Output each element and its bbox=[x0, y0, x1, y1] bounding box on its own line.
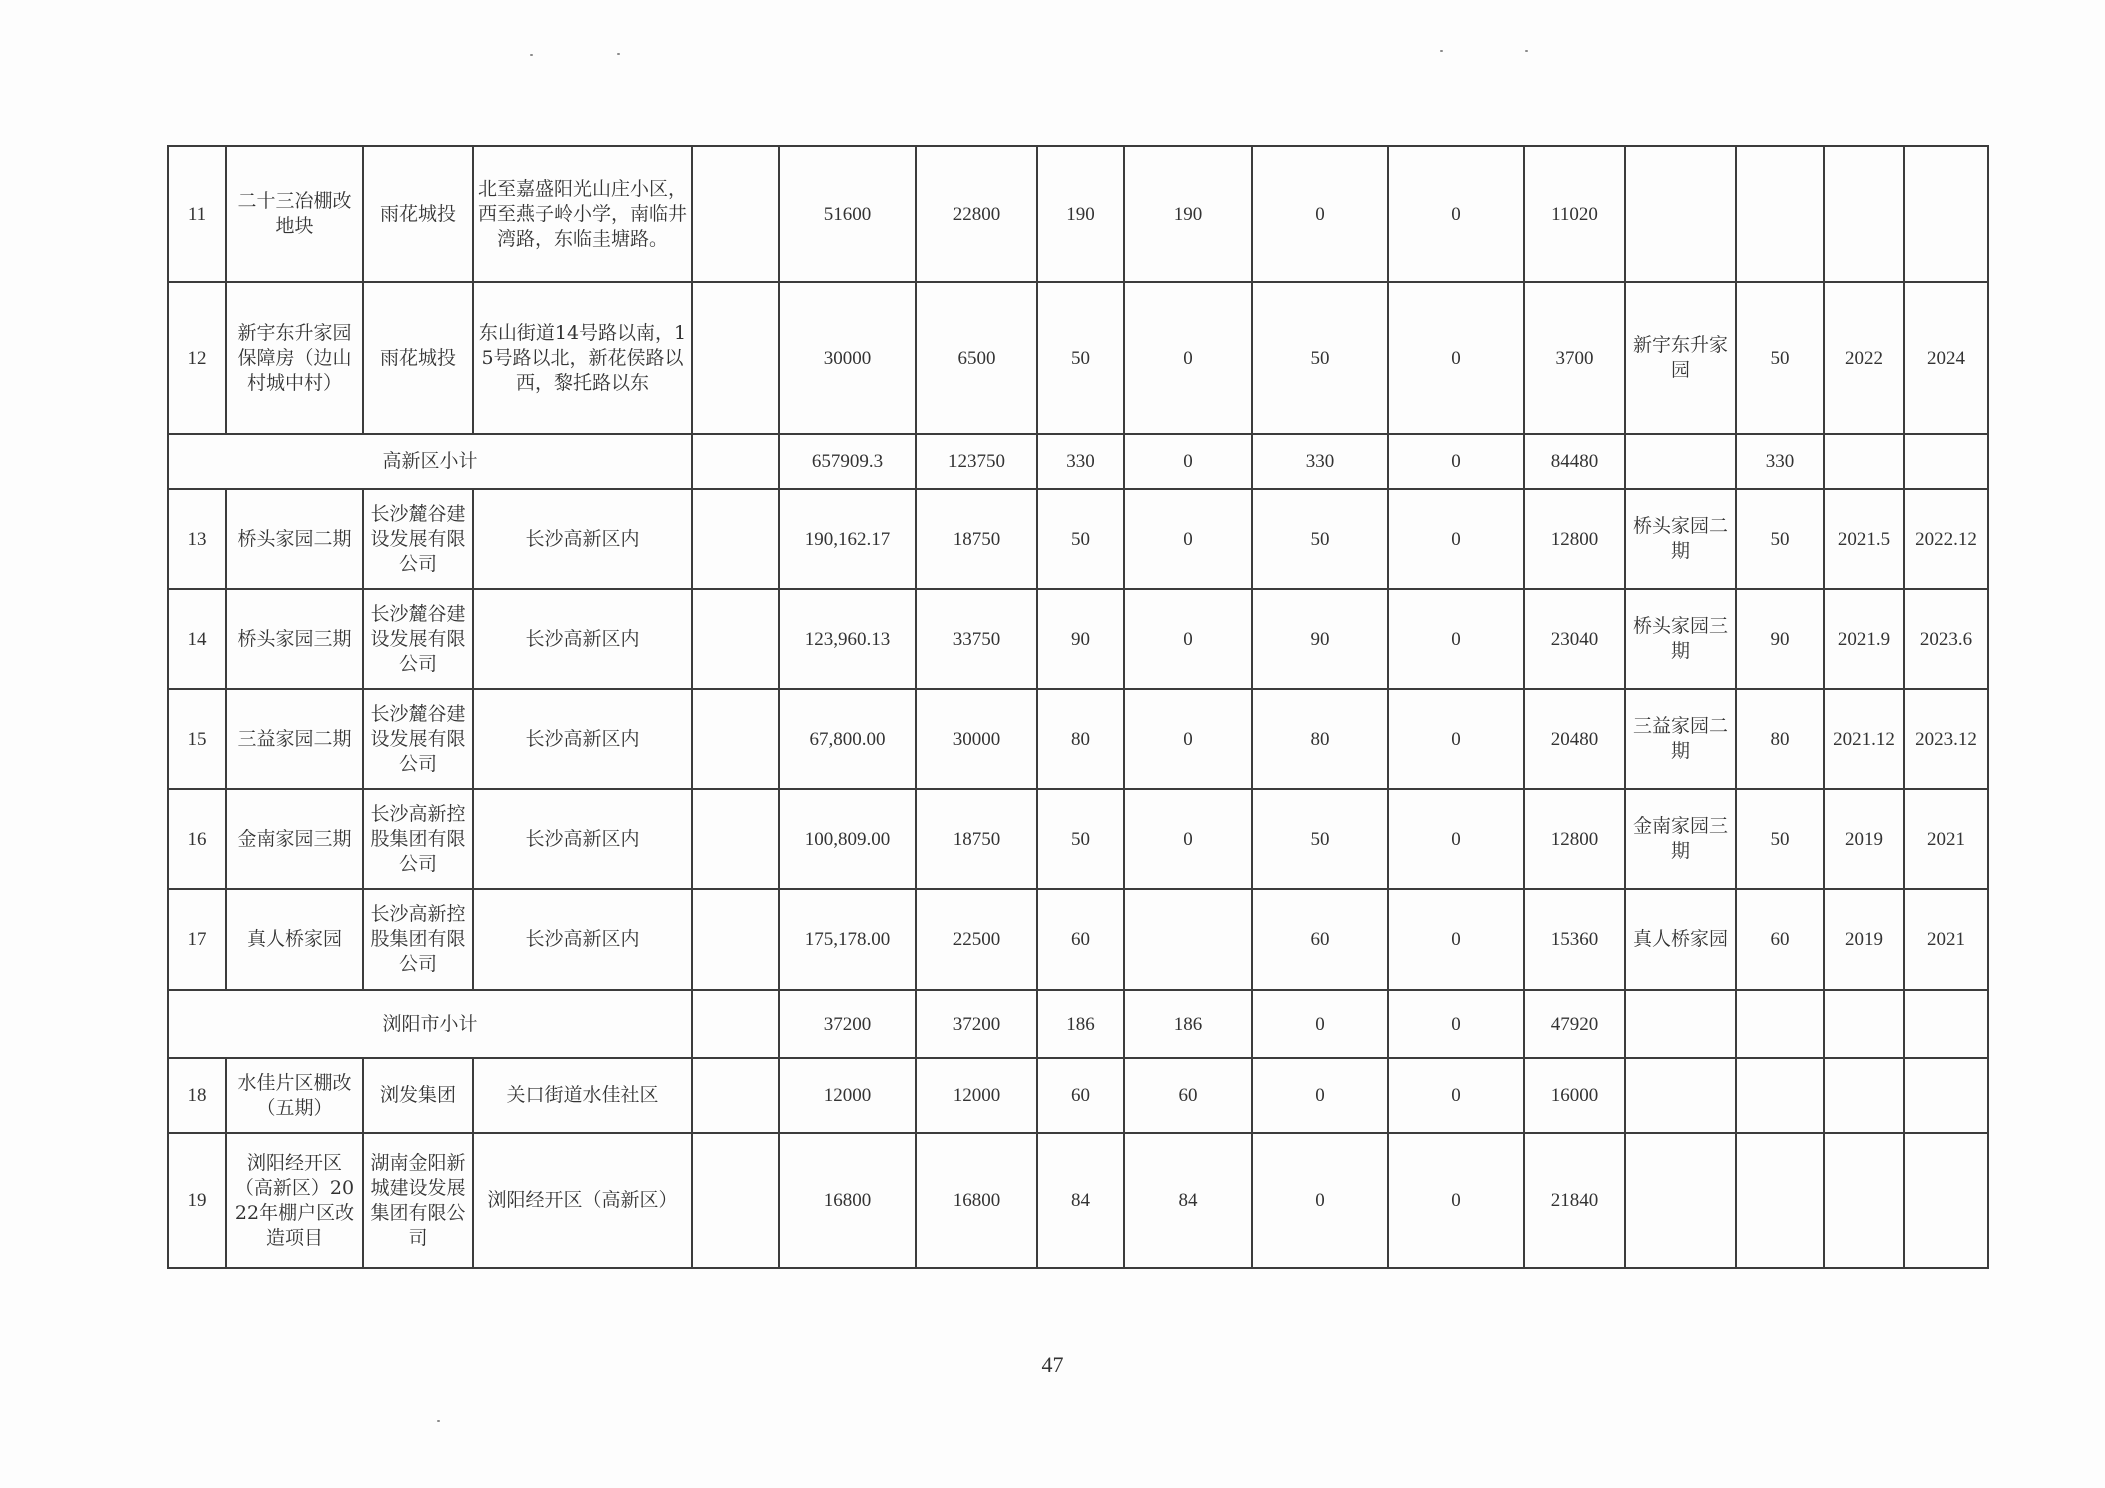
area-cell: 657909.3 bbox=[779, 434, 916, 489]
scan-speck bbox=[1525, 50, 1528, 52]
other-count-cell: 0 bbox=[1388, 282, 1524, 434]
blank-cell bbox=[692, 689, 779, 789]
amount-cell: 16000 bbox=[1524, 1058, 1625, 1133]
implementing-unit-cell: 长沙高新控股集团有限公司 bbox=[363, 889, 473, 990]
monetary-count-cell: 60 bbox=[1124, 1058, 1252, 1133]
monetary-count-cell: 0 bbox=[1124, 689, 1252, 789]
resettlement-project-cell bbox=[1625, 1133, 1736, 1268]
resettlement-units-cell bbox=[1736, 146, 1824, 282]
resettlement-project-cell: 新宇东升家园 bbox=[1625, 282, 1736, 434]
resettlement-project-cell bbox=[1625, 990, 1736, 1058]
amount-cell: 47920 bbox=[1524, 990, 1625, 1058]
amount-cell: 3700 bbox=[1524, 282, 1625, 434]
physical-count-cell: 330 bbox=[1252, 434, 1388, 489]
table-row bbox=[168, 689, 1988, 789]
physical-count-cell: 0 bbox=[1252, 990, 1388, 1058]
monetary-count-cell bbox=[1124, 889, 1252, 990]
scan-speck bbox=[437, 1420, 440, 1422]
blank-cell bbox=[692, 146, 779, 282]
other-count-cell: 0 bbox=[1388, 889, 1524, 990]
blank-cell bbox=[692, 282, 779, 434]
table-row bbox=[168, 489, 1988, 589]
investment-cell: 6500 bbox=[916, 282, 1037, 434]
physical-count-cell: 90 bbox=[1252, 589, 1388, 689]
monetary-count-cell: 0 bbox=[1124, 489, 1252, 589]
other-count-cell: 0 bbox=[1388, 1058, 1524, 1133]
row-number-cell: 15 bbox=[168, 689, 226, 789]
location-cell: 长沙高新区内 bbox=[473, 789, 692, 889]
scan-speck bbox=[530, 54, 533, 56]
physical-count-cell: 80 bbox=[1252, 689, 1388, 789]
subtotal-row bbox=[168, 990, 1988, 1058]
area-cell: 190,162.17 bbox=[779, 489, 916, 589]
start-date-cell: 2022 bbox=[1824, 282, 1904, 434]
start-date-cell bbox=[1824, 990, 1904, 1058]
households-cell: 80 bbox=[1037, 689, 1124, 789]
blank-cell bbox=[692, 1133, 779, 1268]
monetary-count-cell: 190 bbox=[1124, 146, 1252, 282]
implementing-unit-cell: 雨花城投 bbox=[363, 282, 473, 434]
amount-cell: 15360 bbox=[1524, 889, 1625, 990]
area-cell: 175,178.00 bbox=[779, 889, 916, 990]
amount-cell: 12800 bbox=[1524, 789, 1625, 889]
start-date-cell: 2019 bbox=[1824, 789, 1904, 889]
end-date-cell bbox=[1904, 1058, 1988, 1133]
resettlement-units-cell: 50 bbox=[1736, 489, 1824, 589]
physical-count-cell: 50 bbox=[1252, 282, 1388, 434]
households-cell: 330 bbox=[1037, 434, 1124, 489]
end-date-cell: 2021 bbox=[1904, 889, 1988, 990]
resettlement-units-cell: 90 bbox=[1736, 589, 1824, 689]
households-cell: 50 bbox=[1037, 789, 1124, 889]
project-name-cell: 三益家园二期 bbox=[226, 689, 363, 789]
end-date-cell: 2023.12 bbox=[1904, 689, 1988, 789]
end-date-cell bbox=[1904, 146, 1988, 282]
end-date-cell bbox=[1904, 1133, 1988, 1268]
investment-cell: 30000 bbox=[916, 689, 1037, 789]
project-name-cell: 桥头家园三期 bbox=[226, 589, 363, 689]
area-cell: 123,960.13 bbox=[779, 589, 916, 689]
area-cell: 100,809.00 bbox=[779, 789, 916, 889]
resettlement-project-cell: 金南家园三期 bbox=[1625, 789, 1736, 889]
physical-count-cell: 50 bbox=[1252, 489, 1388, 589]
resettlement-units-cell bbox=[1736, 1058, 1824, 1133]
implementing-unit-cell: 长沙麓谷建设发展有限公司 bbox=[363, 689, 473, 789]
area-cell: 37200 bbox=[779, 990, 916, 1058]
location-cell: 长沙高新区内 bbox=[473, 589, 692, 689]
subtotal-label: 高新区小计 bbox=[168, 434, 692, 489]
amount-cell: 12800 bbox=[1524, 489, 1625, 589]
resettlement-project-cell bbox=[1625, 146, 1736, 282]
blank-cell bbox=[692, 1058, 779, 1133]
start-date-cell bbox=[1824, 434, 1904, 489]
row-number-cell: 12 bbox=[168, 282, 226, 434]
end-date-cell: 2024 bbox=[1904, 282, 1988, 434]
row-number-cell: 16 bbox=[168, 789, 226, 889]
resettlement-project-cell: 桥头家园三期 bbox=[1625, 589, 1736, 689]
location-cell: 关口街道水佳社区 bbox=[473, 1058, 692, 1133]
location-cell: 东山街道14号路以南，15号路以北，新花侯路以西，黎托路以东 bbox=[473, 282, 692, 434]
location-cell: 长沙高新区内 bbox=[473, 489, 692, 589]
start-date-cell bbox=[1824, 146, 1904, 282]
resettlement-units-cell bbox=[1736, 1133, 1824, 1268]
investment-cell: 22500 bbox=[916, 889, 1037, 990]
table-row bbox=[168, 589, 1988, 689]
area-cell: 67,800.00 bbox=[779, 689, 916, 789]
investment-cell: 22800 bbox=[916, 146, 1037, 282]
area-cell: 16800 bbox=[779, 1133, 916, 1268]
implementing-unit-cell: 长沙高新控股集团有限公司 bbox=[363, 789, 473, 889]
investment-cell: 33750 bbox=[916, 589, 1037, 689]
investment-cell: 12000 bbox=[916, 1058, 1037, 1133]
row-number-cell: 11 bbox=[168, 146, 226, 282]
location-cell: 长沙高新区内 bbox=[473, 889, 692, 990]
resettlement-project-cell: 真人桥家园 bbox=[1625, 889, 1736, 990]
physical-count-cell: 0 bbox=[1252, 146, 1388, 282]
end-date-cell: 2022.12 bbox=[1904, 489, 1988, 589]
implementing-unit-cell: 长沙麓谷建设发展有限公司 bbox=[363, 489, 473, 589]
table-row bbox=[168, 789, 1988, 889]
resettlement-units-cell: 330 bbox=[1736, 434, 1824, 489]
implementing-unit-cell: 长沙麓谷建设发展有限公司 bbox=[363, 589, 473, 689]
row-number-cell: 14 bbox=[168, 589, 226, 689]
start-date-cell: 2019 bbox=[1824, 889, 1904, 990]
physical-count-cell: 0 bbox=[1252, 1133, 1388, 1268]
location-cell: 北至嘉盛阳光山庄小区，西至燕子岭小学，南临井湾路，东临圭塘路。 bbox=[473, 146, 692, 282]
location-cell: 长沙高新区内 bbox=[473, 689, 692, 789]
other-count-cell: 0 bbox=[1388, 789, 1524, 889]
monetary-count-cell: 84 bbox=[1124, 1133, 1252, 1268]
blank-cell bbox=[692, 589, 779, 689]
other-count-cell: 0 bbox=[1388, 689, 1524, 789]
end-date-cell: 2021 bbox=[1904, 789, 1988, 889]
investment-cell: 16800 bbox=[916, 1133, 1037, 1268]
resettlement-units-cell bbox=[1736, 990, 1824, 1058]
monetary-count-cell: 0 bbox=[1124, 434, 1252, 489]
table-row bbox=[168, 1058, 1988, 1133]
start-date-cell: 2021.5 bbox=[1824, 489, 1904, 589]
blank-cell bbox=[692, 489, 779, 589]
physical-count-cell: 60 bbox=[1252, 889, 1388, 990]
area-cell: 30000 bbox=[779, 282, 916, 434]
area-cell: 51600 bbox=[779, 146, 916, 282]
row-number-cell: 19 bbox=[168, 1133, 226, 1268]
start-date-cell bbox=[1824, 1058, 1904, 1133]
housing-project-table bbox=[167, 145, 1989, 1269]
table-row bbox=[168, 889, 1988, 990]
investment-cell: 37200 bbox=[916, 990, 1037, 1058]
other-count-cell: 0 bbox=[1388, 434, 1524, 489]
resettlement-units-cell: 60 bbox=[1736, 889, 1824, 990]
scan-speck bbox=[1440, 50, 1443, 52]
monetary-count-cell: 0 bbox=[1124, 789, 1252, 889]
page-number: 47 bbox=[1041, 1352, 1064, 1377]
end-date-cell: 2023.6 bbox=[1904, 589, 1988, 689]
start-date-cell: 2021.12 bbox=[1824, 689, 1904, 789]
table-row bbox=[168, 146, 1988, 282]
table-body bbox=[168, 146, 1988, 1268]
other-count-cell: 0 bbox=[1388, 589, 1524, 689]
resettlement-project-cell bbox=[1625, 434, 1736, 489]
households-cell: 50 bbox=[1037, 282, 1124, 434]
households-cell: 84 bbox=[1037, 1133, 1124, 1268]
households-cell: 90 bbox=[1037, 589, 1124, 689]
implementing-unit-cell: 雨花城投 bbox=[363, 146, 473, 282]
row-number-cell: 17 bbox=[168, 889, 226, 990]
end-date-cell bbox=[1904, 434, 1988, 489]
row-number-cell: 18 bbox=[168, 1058, 226, 1133]
monetary-count-cell: 186 bbox=[1124, 990, 1252, 1058]
households-cell: 186 bbox=[1037, 990, 1124, 1058]
resettlement-project-cell: 桥头家园二期 bbox=[1625, 489, 1736, 589]
resettlement-units-cell: 80 bbox=[1736, 689, 1824, 789]
row-number-cell: 13 bbox=[168, 489, 226, 589]
physical-count-cell: 0 bbox=[1252, 1058, 1388, 1133]
project-name-cell: 浏阳经开区（高新区）2022年棚户区改造项目 bbox=[226, 1133, 363, 1268]
project-name-cell: 二十三冶棚改地块 bbox=[226, 146, 363, 282]
table-row bbox=[168, 282, 1988, 434]
investment-cell: 18750 bbox=[916, 789, 1037, 889]
project-name-cell: 新宇东升家园保障房（边山村城中村） bbox=[226, 282, 363, 434]
other-count-cell: 0 bbox=[1388, 146, 1524, 282]
end-date-cell bbox=[1904, 990, 1988, 1058]
amount-cell: 20480 bbox=[1524, 689, 1625, 789]
amount-cell: 23040 bbox=[1524, 589, 1625, 689]
amount-cell: 21840 bbox=[1524, 1133, 1625, 1268]
monetary-count-cell: 0 bbox=[1124, 282, 1252, 434]
households-cell: 50 bbox=[1037, 489, 1124, 589]
households-cell: 60 bbox=[1037, 1058, 1124, 1133]
area-cell: 12000 bbox=[779, 1058, 916, 1133]
other-count-cell: 0 bbox=[1388, 1133, 1524, 1268]
investment-cell: 18750 bbox=[916, 489, 1037, 589]
households-cell: 60 bbox=[1037, 889, 1124, 990]
implementing-unit-cell: 浏发集团 bbox=[363, 1058, 473, 1133]
physical-count-cell: 50 bbox=[1252, 789, 1388, 889]
project-name-cell: 水佳片区棚改（五期） bbox=[226, 1058, 363, 1133]
location-cell: 浏阳经开区（高新区） bbox=[473, 1133, 692, 1268]
start-date-cell bbox=[1824, 1133, 1904, 1268]
households-cell: 190 bbox=[1037, 146, 1124, 282]
start-date-cell: 2021.9 bbox=[1824, 589, 1904, 689]
scan-speck bbox=[617, 53, 620, 55]
resettlement-units-cell: 50 bbox=[1736, 789, 1824, 889]
subtotal-row bbox=[168, 434, 1988, 489]
subtotal-label: 浏阳市小计 bbox=[168, 990, 692, 1058]
resettlement-project-cell bbox=[1625, 1058, 1736, 1133]
investment-cell: 123750 bbox=[916, 434, 1037, 489]
amount-cell: 84480 bbox=[1524, 434, 1625, 489]
other-count-cell: 0 bbox=[1388, 990, 1524, 1058]
project-name-cell: 真人桥家园 bbox=[226, 889, 363, 990]
project-name-cell: 金南家园三期 bbox=[226, 789, 363, 889]
blank-cell bbox=[692, 889, 779, 990]
blank-cell bbox=[692, 990, 779, 1058]
monetary-count-cell: 0 bbox=[1124, 589, 1252, 689]
amount-cell: 11020 bbox=[1524, 146, 1625, 282]
table-row bbox=[168, 1133, 1988, 1268]
project-name-cell: 桥头家园二期 bbox=[226, 489, 363, 589]
other-count-cell: 0 bbox=[1388, 489, 1524, 589]
blank-cell bbox=[692, 789, 779, 889]
blank-cell bbox=[692, 434, 779, 489]
resettlement-units-cell: 50 bbox=[1736, 282, 1824, 434]
resettlement-project-cell: 三益家园二期 bbox=[1625, 689, 1736, 789]
implementing-unit-cell: 湖南金阳新城建设发展集团有限公司 bbox=[363, 1133, 473, 1268]
